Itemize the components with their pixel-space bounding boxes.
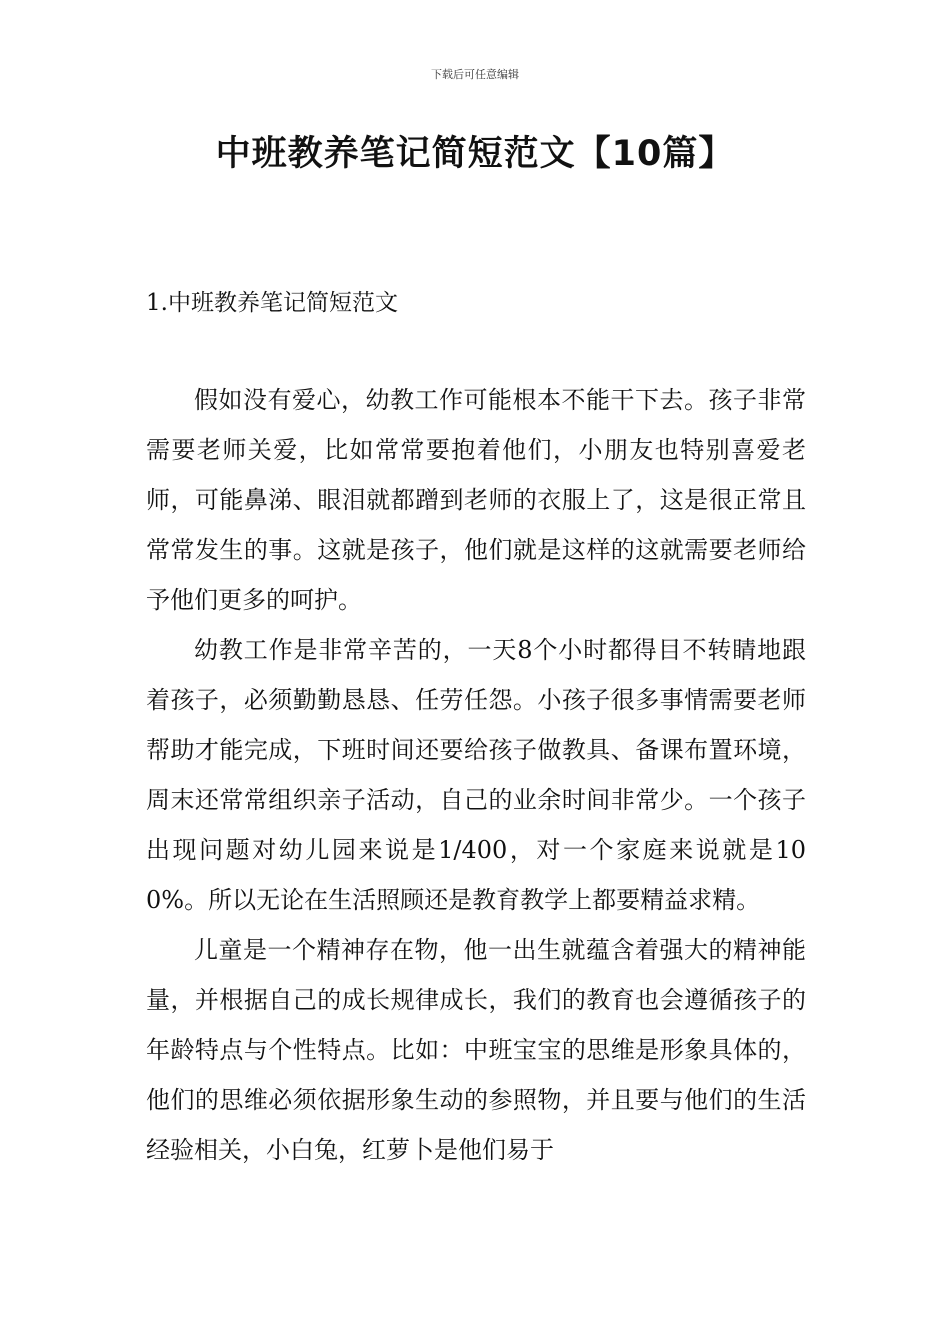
- section-body: [146, 375, 806, 1175]
- paragraph-3: 儿童是一个精神存在物，他一出生就蕴含着强大的精神能量，并根据自己的成长规律成长，我们的教育也会遵循孩子的年龄特点与个性特点。比如：中班宝宝的思维是形象具体的，他们的思维必须依据形象生动的参照物，并且要与他们的生活经验相关，小白兔，红萝卜是他们易于: [146, 936, 806, 1164]
- header-note: 下载后可任意编辑: [431, 68, 519, 81]
- section-heading: 1.中班教养笔记简短范文: [146, 290, 398, 316]
- document-title: 中班教养笔记简短范文【10篇】: [215, 134, 735, 174]
- paragraph-2: 幼教工作是非常辛苦的，一天8个小时都得目不转睛地跟着孩子，必须勤勤恳恳、任劳任怨。小孩子很多事情需要老师帮助才能完成，下班时间还要给孩子做教具、备课布置环境，周末还常常组织亲子活动，自己的业余时间非常少。一个孩子出现问题对幼儿园来说是1/400，对一个家庭来说就是100%。所以无论在生活照顾还是教育教学上都要精益求精。: [146, 636, 806, 914]
- paragraph-1: 假如没有爱心，幼教工作可能根本不能干下去。孩子非常需要老师关爱，比如常常要抱着他们，小朋友也特别喜爱老师，可能鼻涕、眼泪就都蹭到老师的衣服上了，这是很正常且常常发生的事。这就是孩子，他们就是这样的这就需要老师给予他们更多的呵护。: [146, 386, 806, 614]
